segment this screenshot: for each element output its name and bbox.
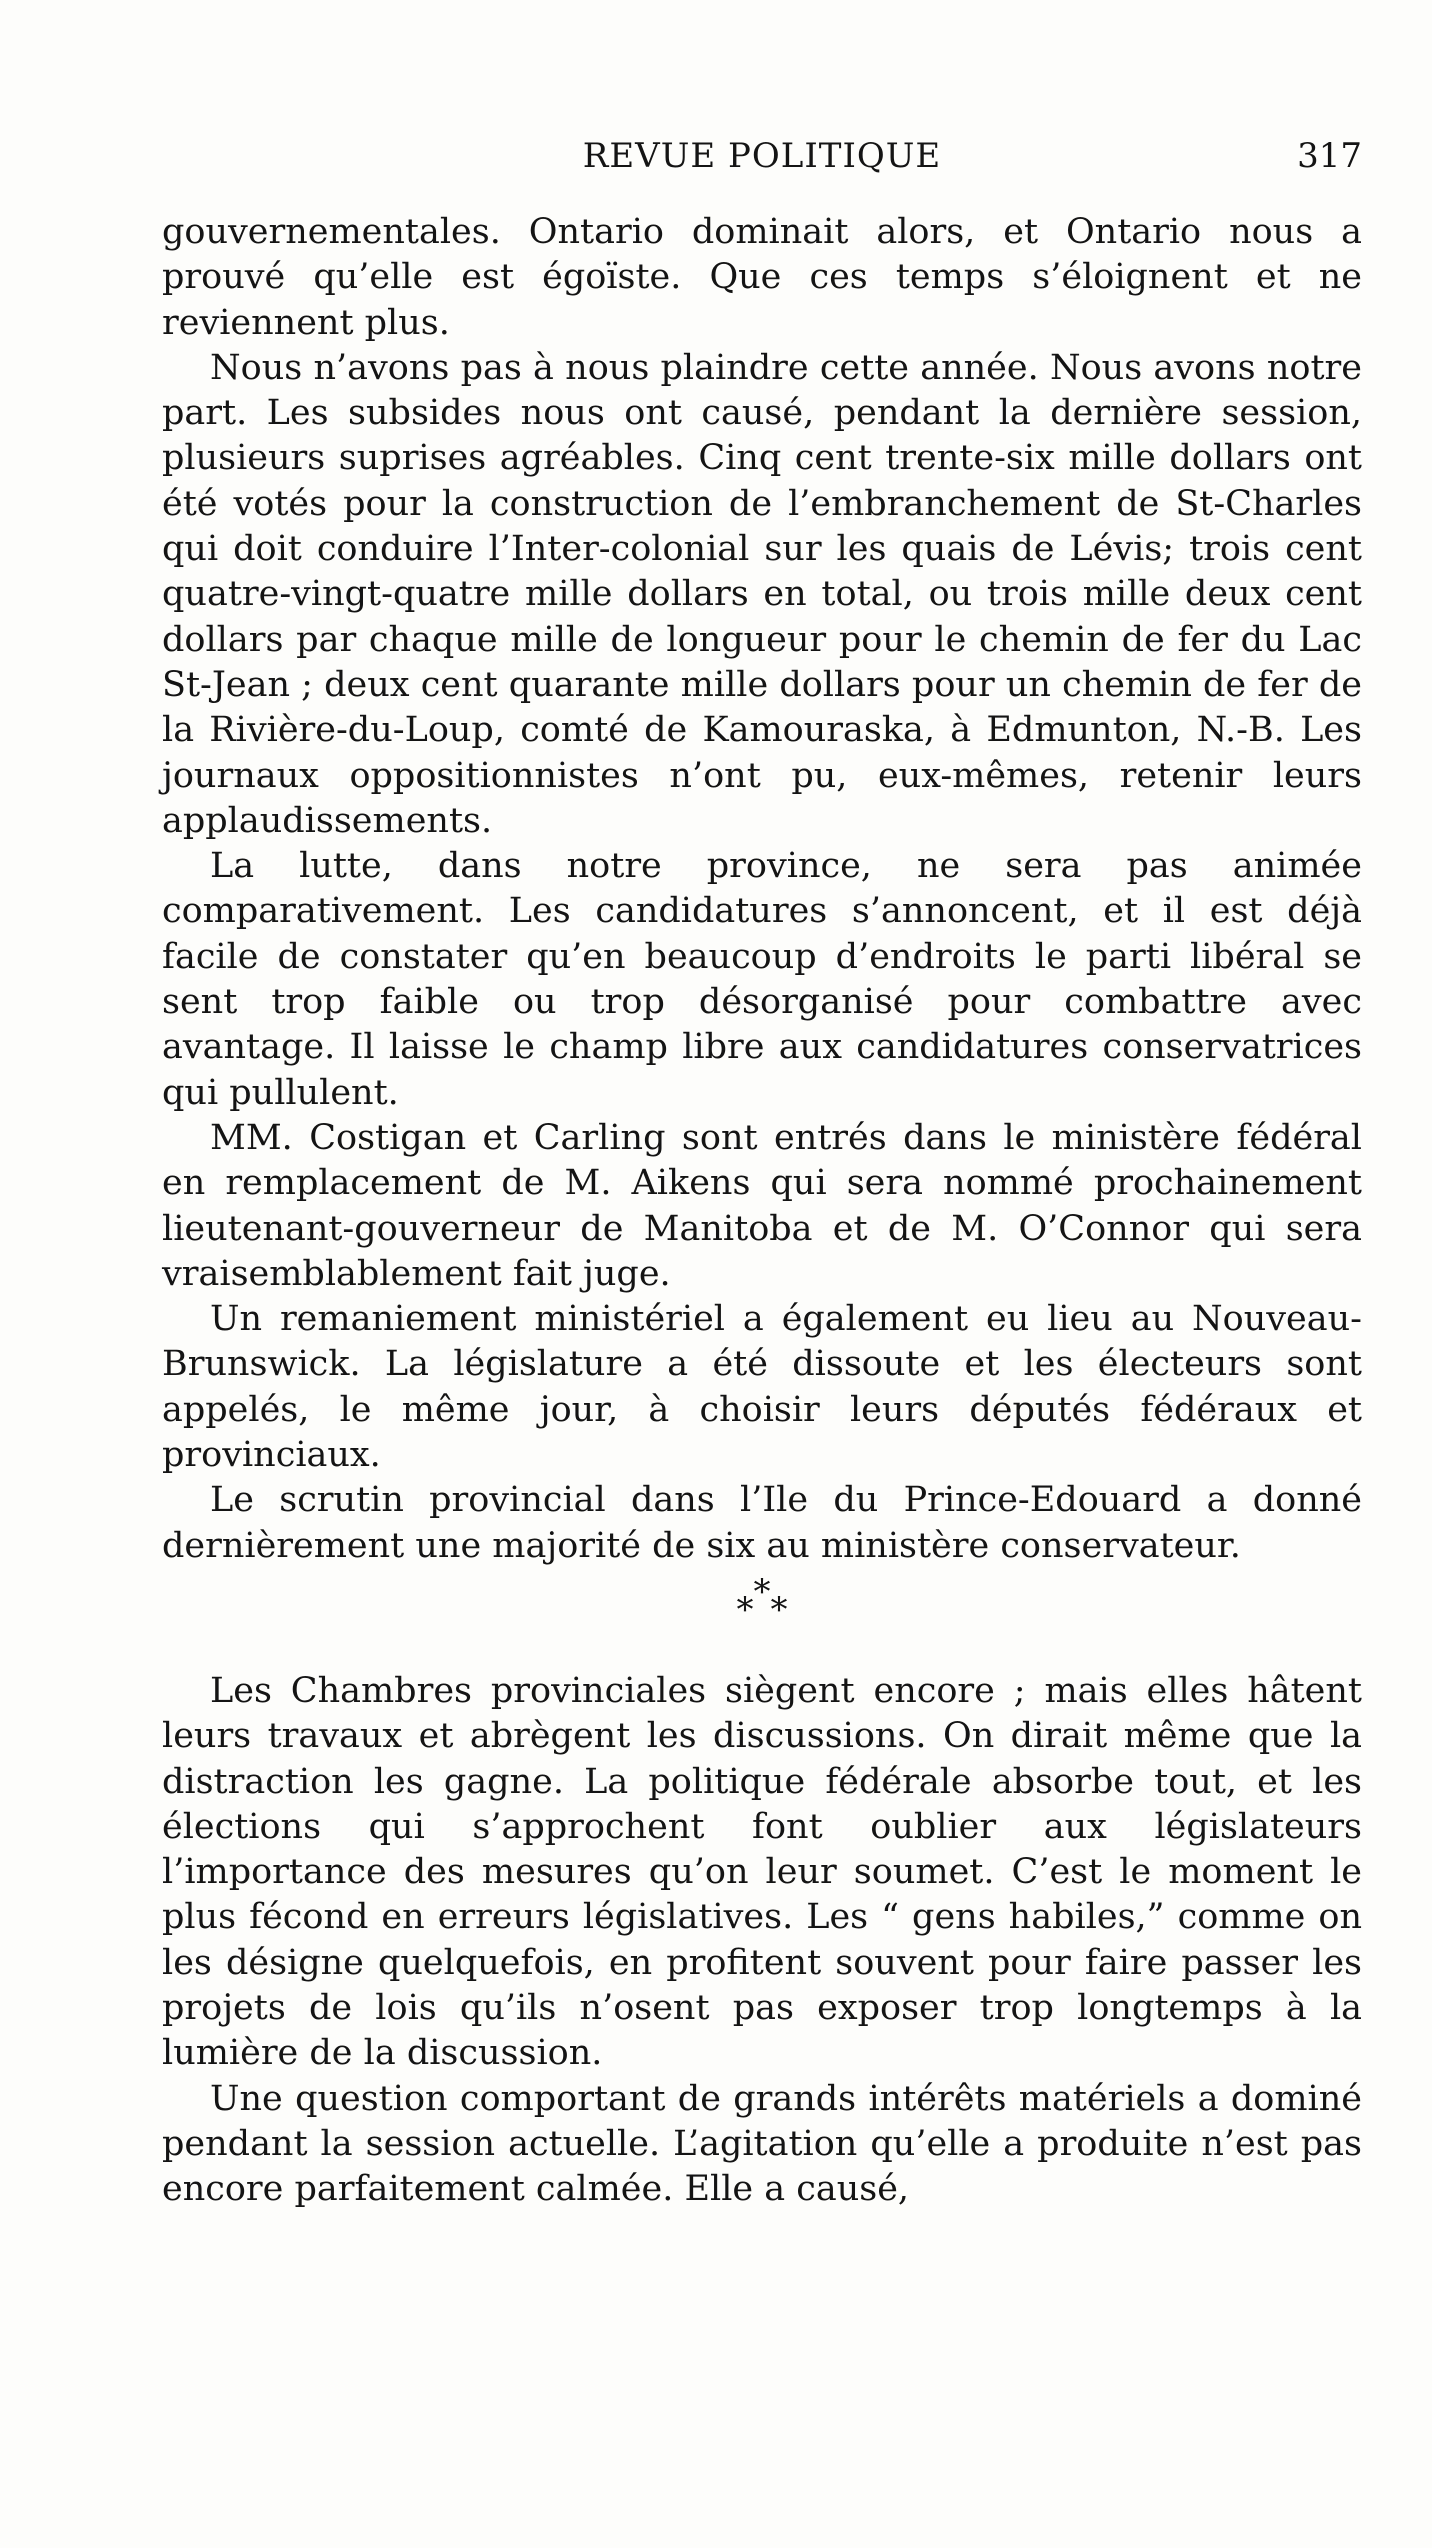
- asterism-star-right: *: [770, 1589, 788, 1630]
- paragraph-6: Le scrutin provincial dans l’Ile du Prince-Edouard a donné dernièrement une majorité de six au ministère conservateur.: [162, 1480, 1362, 1566]
- running-title: REVUE POLITIQUE: [582, 136, 942, 176]
- running-head: [162, 136, 1362, 186]
- asterism-star-top: *: [753, 1571, 771, 1612]
- paragraph-1: gouvernementales. Ontario dominait alors, et Ontario nous a prouvé qu’elle est égoïste. Que ces temps s’éloignent et ne reviennent plus.: [162, 212, 1362, 343]
- body-text: [162, 210, 1362, 2212]
- page-number: 317: [1297, 136, 1362, 176]
- paragraph-4: MM. Costigan et Carling sont entrés dans le ministère fédéral en remplacement de M. Aikens qui sera nommé prochainement lieutenant-gouverneur de Manitoba et de M. O’Connor qui sera vraisemblablement fait juge.: [162, 1117, 1362, 1294]
- paragraph-3: La lutte, dans notre province, ne sera pas animée comparativement. Les candidatures s’annoncent, et il est déjà facile de constater qu’en beaucoup d’endroits le parti libéral se sent trop faible ou trop désorganisé pour combattre avec avantage. Il laisse le champ libre aux candidatures conservatrices qui pullulent.: [162, 846, 1362, 1113]
- asterism-star-left: *: [736, 1589, 754, 1630]
- paragraph-5: Un remaniement ministériel a également eu lieu au Nouveau-Brunswick. La législature a été dissoute et les électeurs sont appelés, le même jour, à choisir leurs députés fédéraux et provinciaux.: [162, 1299, 1362, 1476]
- paragraph-2: Nous n’avons pas à nous plaindre cette année. Nous avons notre part. Les subsides nous ont causé, pendant la dernière session, plusieurs suprises agréables. Cinq cent trente-six mille dollars ont été votés pour la construction de l’embranchement de St-Charles qui doit conduire l’Inter-colonial sur les quais de Lévis; trois cent quatre-vingt-quatre mille dollars en total, ou trois mille deux cent dollars par chaque mille de longueur pour le chemin de fer du Lac St-Jean ; deux cent quarante mille dollars pour un chemin de fer de la Rivière-du-Loup, comté de Kamouraska, à Edmunton, N.-B. Les journaux oppositionnistes n’ont pu, eux-mêmes, retenir leurs applaudissements.: [162, 347, 1362, 841]
- paragraph-8: Une question comportant de grands intérêts matériels a dominé pendant la session actuelle. L’agitation qu’elle a produite n’est pas encore parfaitement calmée. Elle a causé,: [162, 2078, 1362, 2210]
- paragraph-7: Les Chambres provinciales siègent encore ; mais elles hâtent leurs travaux et abrègent les discussions. On dirait même que la distraction les gagne. La politique fédérale absorbe tout, et les élections qui s’approchent font oublier aux législateurs l’importance des mesures qu’on leur soumet. C’est le moment le plus fécond en erreurs législatives. Les “ gens habiles,” comme on les désigne quelquefois, en profitent souvent pour faire passer les projets de lois qu’ils n’osent pas exposer trop longtemps à la lumière de la discussion.: [162, 1670, 1362, 2074]
- section-break-asterism: [162, 1569, 1362, 1639]
